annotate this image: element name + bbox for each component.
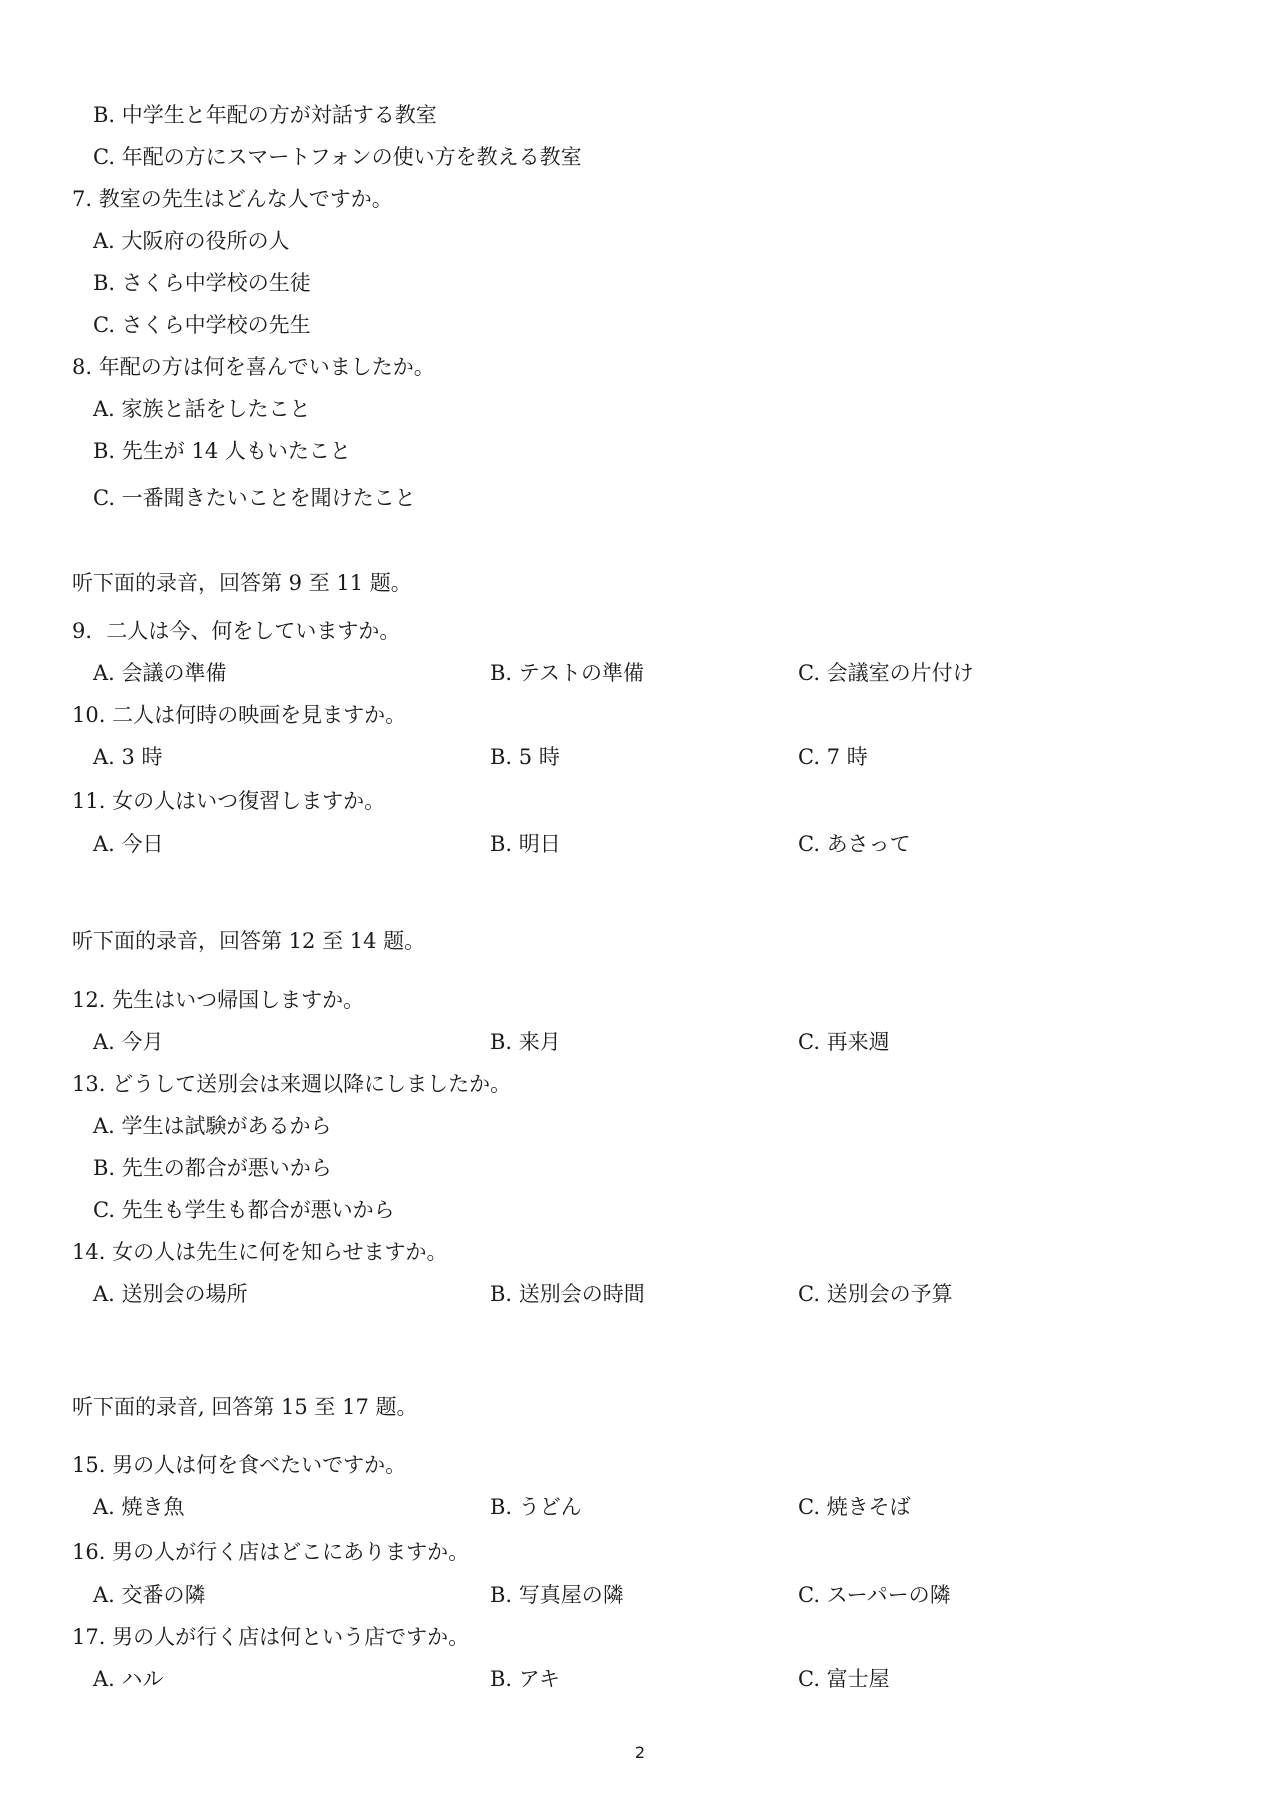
q10-question: 10. 二人は何時の映画を見ますか。: [72, 703, 407, 727]
q17-question: 17. 男の人が行く店は何という店ですか。: [72, 1625, 470, 1649]
q13-question: 13. どうして送別会は来週以降にしましたか。: [72, 1072, 512, 1096]
q12-options: [0, 1028, 1280, 1056]
q7-option-c: C. さくら中学校の先生: [93, 313, 311, 337]
q11-question: 11. 女の人はいつ復習しますか。: [72, 789, 386, 813]
q10-options: [0, 743, 1280, 771]
q16-options: [0, 1581, 1280, 1609]
q14-option-b: B. 送別会の時間: [490, 1282, 645, 1306]
q17-options: [0, 1665, 1280, 1693]
q7-question: 7. 教室の先生はどんな人ですか。: [72, 187, 393, 211]
q9-question: 9．二人は今、何をしていますか。: [72, 619, 401, 643]
q12-option-a: A. 今月: [93, 1030, 164, 1054]
q9-option-b: B. テストの準備: [490, 661, 644, 685]
q12-option-c: C. 再来週: [798, 1030, 890, 1054]
section-heading-15-17: 听下面的录音, 回答第 15 至 17 题。: [72, 1395, 418, 1419]
q7-option-b: B. さくら中学校の生徒: [93, 271, 311, 295]
q11-option-c: C. あさって: [798, 832, 911, 856]
q9-option-a: A. 会議の準備: [93, 661, 227, 685]
q15-options: [0, 1493, 1280, 1521]
q13-option-a: A. 学生は試験があるから: [93, 1114, 332, 1138]
q14-option-a: A. 送別会の場所: [93, 1282, 248, 1306]
q17-option-b: B. アキ: [490, 1667, 560, 1691]
q16-option-b: B. 写真屋の隣: [490, 1583, 624, 1607]
q8-option-a: A. 家族と話をしたこと: [93, 397, 311, 421]
q11-option-b: B. 明日: [490, 832, 561, 856]
q7-option-a: A. 大阪府の役所の人: [93, 229, 290, 253]
q9-option-c: C. 会議室の片付け: [798, 661, 974, 685]
q12-question: 12. 先生はいつ帰国しますか。: [72, 988, 365, 1012]
q10-option-c: C. 7 時: [798, 745, 868, 769]
q13-option-b: B. 先生の都合が悪いから: [93, 1156, 332, 1180]
q12-option-b: B. 来月: [490, 1030, 561, 1054]
q16-option-a: A. 交番の隣: [93, 1583, 206, 1607]
q14-option-c: C. 送別会の予算: [798, 1282, 953, 1306]
q10-option-b: B. 5 時: [490, 745, 560, 769]
q14-question: 14. 女の人は先生に何を知らせますか。: [72, 1240, 448, 1264]
q6-option-b: B. 中学生と年配の方が対話する教室: [93, 103, 437, 127]
q8-question: 8. 年配の方は何を喜んでいましたか。: [72, 355, 435, 379]
q10-option-a: A. 3 時: [93, 745, 163, 769]
section-heading-9-11: 听下面的录音，回答第 9 至 11 题。: [72, 571, 412, 595]
q9-options: [0, 659, 1280, 687]
q16-option-c: C. スーパーの隣: [798, 1583, 951, 1607]
q13-option-c: C. 先生も学生も都合が悪いから: [93, 1198, 395, 1222]
q6-option-c: C. 年配の方にスマートフォンの使い方を教える教室: [93, 145, 582, 169]
q11-options: [0, 830, 1280, 858]
q17-option-a: A. ハル: [93, 1667, 164, 1691]
page-number: 2: [634, 1743, 646, 1762]
section-heading-12-14: 听下面的录音，回答第 12 至 14 题。: [72, 929, 426, 953]
q8-option-b: B. 先生が 14 人もいたこと: [93, 439, 351, 463]
q15-option-c: C. 焼きそば: [798, 1495, 911, 1519]
q11-option-a: A. 今日: [93, 832, 164, 856]
q15-option-a: A. 焼き魚: [93, 1495, 185, 1519]
q8-option-c: C. 一番聞きたいことを聞けたこと: [93, 486, 416, 510]
q17-option-c: C. 富士屋: [798, 1667, 890, 1691]
q14-options: [0, 1280, 1280, 1308]
q15-option-b: B. うどん: [490, 1495, 582, 1519]
q16-question: 16. 男の人が行く店はどこにありますか。: [72, 1540, 470, 1564]
q15-question: 15. 男の人は何を食べたいですか。: [72, 1453, 407, 1477]
